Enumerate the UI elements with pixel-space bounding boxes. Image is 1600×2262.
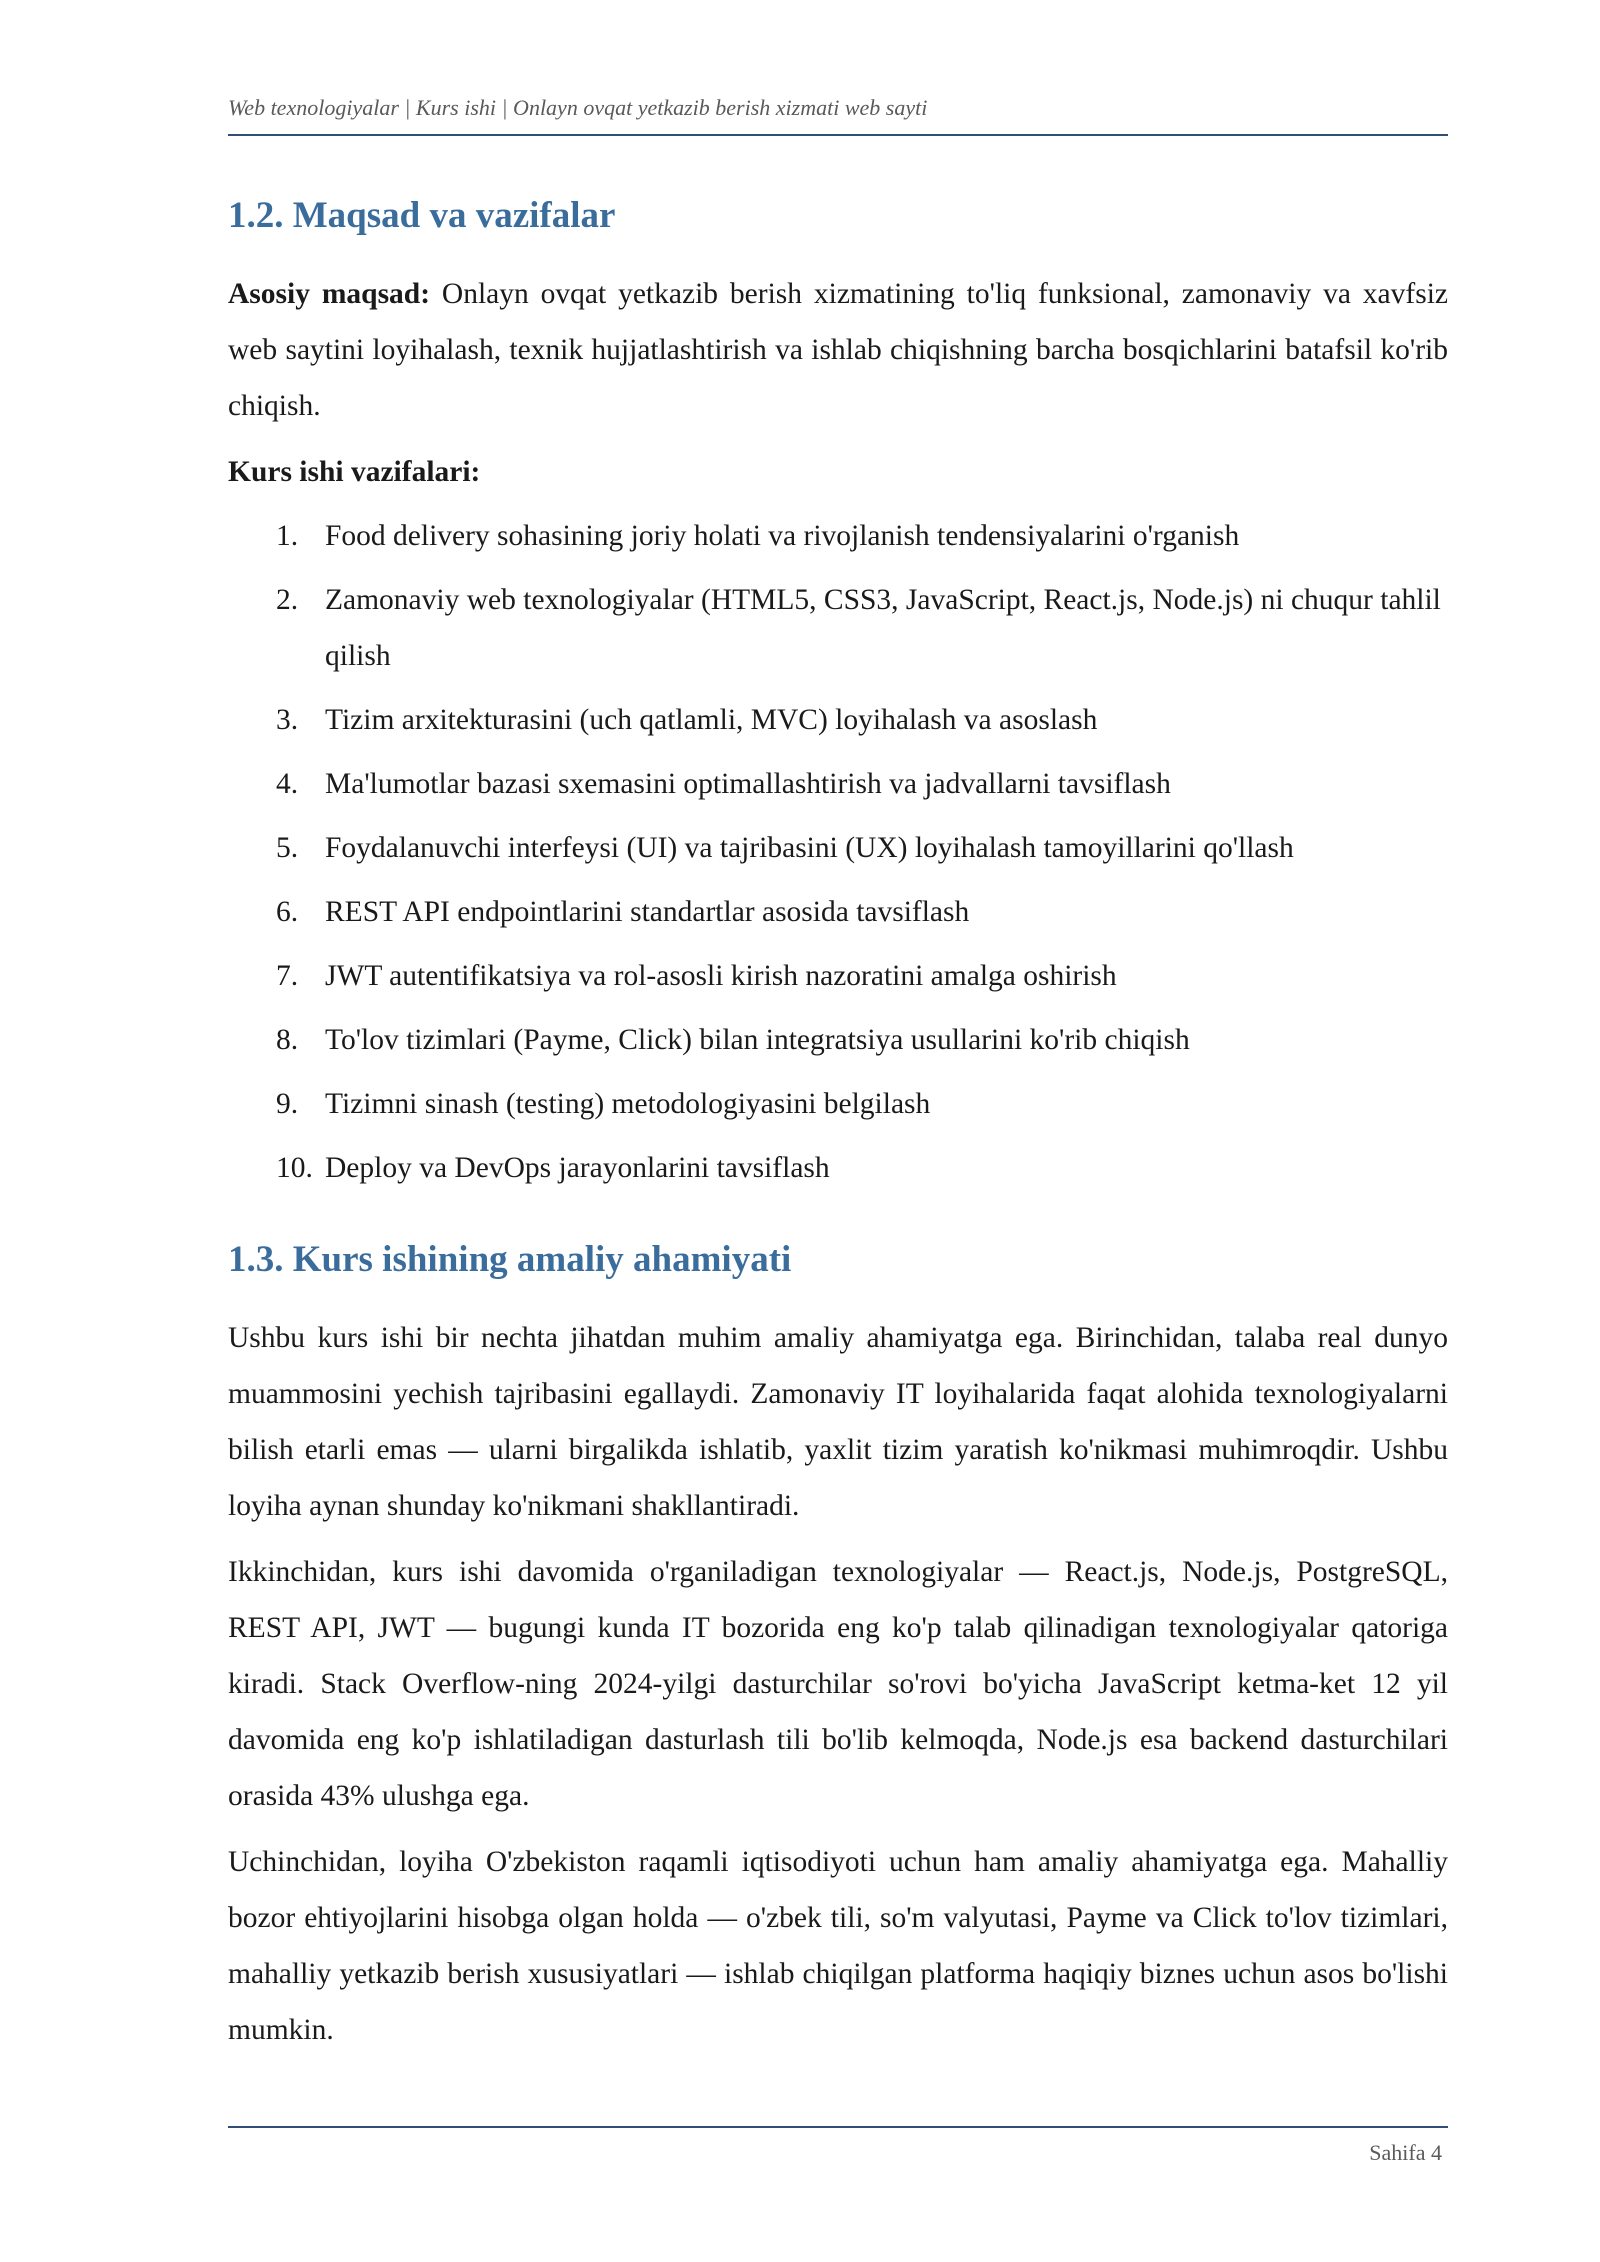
list-item-text: Foydalanuvchi interfeysi (UI) va tajribasini (UX) loyihalash tamoyillarini qo'llash: [325, 832, 1294, 864]
header-divider: [228, 134, 1448, 136]
list-item-text: Tizimni sinash (testing) metodologiyasini belgilash: [325, 1088, 931, 1120]
list-item: [228, 1140, 1448, 1196]
list-item-number: 1.: [276, 520, 299, 552]
tasks-heading: Kurs ishi vazifalari:: [228, 456, 481, 488]
list-item-number: 2.: [276, 584, 299, 616]
list-item: [228, 1012, 1448, 1068]
list-item: [228, 508, 1448, 564]
list-item-number: 10.: [276, 1152, 313, 1184]
goal-label: Asosiy maqsad:: [228, 278, 431, 310]
page-number: Sahifa 4: [1369, 2140, 1442, 2165]
document-page: [228, 0, 1448, 2262]
section-heading-1-2: 1.2. Maqsad va vazifalar: [228, 195, 616, 236]
list-item-text: REST API endpointlarini standartlar asosida tavsiflash: [325, 896, 970, 928]
list-item: [228, 756, 1448, 812]
list-item-number: 7.: [276, 960, 299, 992]
list-item: [228, 884, 1448, 940]
list-item-text: JWT autentifikatsiya va rol-asosli kirish nazoratini amalga oshirish: [325, 960, 1117, 992]
list-item: [228, 572, 1448, 684]
list-item: [228, 948, 1448, 1004]
goal-paragraph: [228, 266, 1448, 434]
body-paragraph: Ikkinchidan, kurs ishi davomida o'rganiladigan texnologiyalar — React.js, Node.js, PostgreSQL, REST API, JWT — bugungi kunda IT bozorida eng ko'p talab qilinadigan texnologiyalar qatoriga kiradi. Stack Overflow-ning 2024-yilgi dasturchilar so'rovi bo'yicha JavaScript ketma-ket 12 yil davomida eng ko'p ishlatiladigan dasturlash tili bo'lib kelmoqda, Node.js esa backend dasturchilari orasida 43% ulushga ega.: [228, 1556, 1448, 1812]
body-paragraph: Ushbu kurs ishi bir nechta jihatdan muhim amaliy ahamiyatga ega. Birinchidan, talaba real dunyo muammosini yechish tajribasini egallaydi. Zamonaviy IT loyihalarida faqat alohida texnologiyalarni bilish etarli emas — ularni birgalikda ishlatib, yaxlit tizim yaratish ko'nikmasi muhimroqdir. Ushbu loyiha aynan shunday ko'nikmani shakllantiradi.: [228, 1322, 1448, 1522]
list-item-number: 5.: [276, 832, 299, 864]
list-item: [228, 692, 1448, 748]
list-item: [228, 820, 1448, 876]
running-header: Web texnologiyalar | Kurs ishi | Onlayn ovqat yetkazib berish xizmati web sayti: [228, 95, 928, 120]
list-item: [228, 1076, 1448, 1132]
list-item-text: Food delivery sohasining joriy holati va rivojlanish tendensiyalarini o'rganish: [325, 520, 1240, 552]
list-item-number: 9.: [276, 1088, 299, 1120]
section-heading-1-3: 1.3. Kurs ishining amaliy ahamiyati: [228, 1239, 792, 1280]
goal-text: Onlayn ovqat yetkazib berish xizmatining to'liq funksional, zamonaviy va xavfsiz web saytini loyihalash, texnik hujjatlashtirish va ishlab chiqishning barcha bosqichlarini batafsil ko'rib chiqish.: [228, 278, 1448, 422]
list-item-number: 4.: [276, 768, 299, 800]
body-paragraph: Uchinchidan, loyiha O'zbekiston raqamli iqtisodiyoti uchun ham amaliy ahamiyatga ega. Mahalliy bozor ehtiyojlarini hisobga olgan holda — o'zbek tili, so'm valyutasi, Payme va Click to'lov tizimlari, mahalliy yetkazib berish xususiyatlari — ishlab chiqilgan platforma haqiqiy biznes uchun asos bo'lishi mumkin.: [228, 1846, 1448, 2046]
list-item-text: Zamonaviy web texnologiyalar (HTML5, CSS3, JavaScript, React.js, Node.js) ni chuqur tahlil qilish: [325, 584, 1441, 672]
list-item-number: 8.: [276, 1024, 299, 1056]
list-item-text: Tizim arxitekturasini (uch qatlamli, MVC) loyihalash va asoslash: [325, 704, 1098, 736]
footer-divider: [228, 2126, 1448, 2128]
list-item-text: Deploy va DevOps jarayonlarini tavsiflash: [325, 1152, 830, 1184]
list-item-number: 3.: [276, 704, 299, 736]
tasks-list: [228, 508, 1448, 1196]
list-item-number: 6.: [276, 896, 299, 928]
page-content: [228, 186, 1448, 2068]
list-item-text: To'lov tizimlari (Payme, Click) bilan integratsiya usullarini ko'rib chiqish: [325, 1024, 1190, 1056]
list-item-text: Ma'lumotlar bazasi sxemasini optimallashtirish va jadvallarni tavsiflash: [325, 768, 1171, 800]
